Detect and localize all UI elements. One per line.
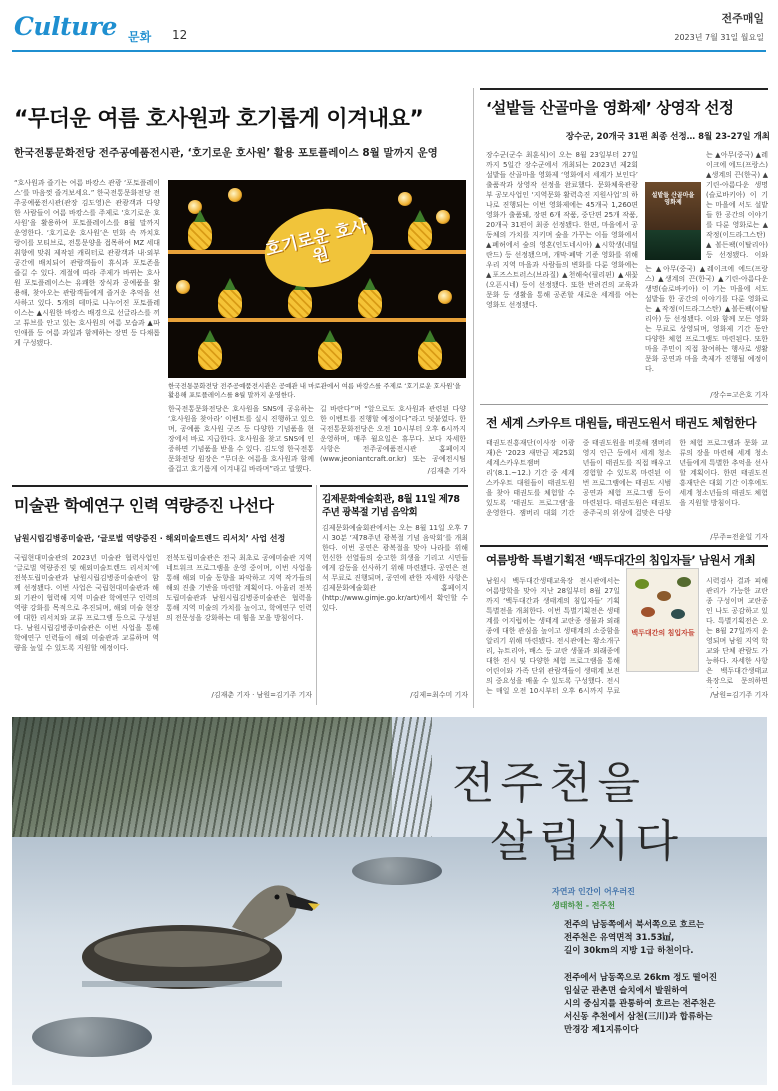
page-number: 12 (172, 28, 188, 42)
ad-para2-line5: 만경강 제1지류이다 (564, 1025, 639, 1035)
light-bulb (228, 188, 242, 202)
museum-byline: /김재춘 기자 · 남원=김기주 기자 (211, 691, 312, 699)
light-bulb (398, 192, 412, 206)
ad-para2-line2: 임실군 관촌면 슬치에서 발원하여 (564, 986, 688, 996)
museum-title: 미술관 학예연구 인력 역량증진 나선다 (14, 496, 274, 515)
pineapple (358, 288, 382, 318)
pineapple (188, 220, 212, 250)
duck-head (232, 885, 298, 939)
main-article-title: “무더운 여름 호사원과 호기롭게 이겨내요” (14, 107, 424, 132)
poster-creature (641, 607, 655, 617)
pineapple (318, 340, 342, 370)
rule (480, 404, 768, 405)
museum-body-col2: 전북도립미술관은 전국 최초로 공예미술관 지역네트워크 프로그램을 운영 중이며, 이번 사업을 통해 해외 미술 동향을 파악하고 지역 작가들의 해외 진출 기반을 마련할 계획이다. 아울러 전북도립미술관과 남원시립김병종미술관은 협력을 통해 지역 미술의 가치를 높이고, 학예연구 인력의 전문성을 강화하는 데 힘을 모을 방침이다. (166, 554, 312, 622)
ad-title-line1: 전주천을 (452, 758, 647, 809)
poster-creature (677, 577, 691, 587)
taekwondo-byline: /무주=전윤일 기자 (710, 533, 768, 541)
pineapple (408, 220, 432, 250)
pineapple (198, 340, 222, 370)
exhibit-poster (626, 568, 699, 672)
ad-tagline-sub: 생태하천 - 전주천 (552, 901, 615, 910)
light-bulb (438, 290, 452, 304)
rule (480, 545, 768, 547)
taekwondo-body: 태권도진흥재단(이사장 이광재)은 ‘2023 새만금 제25회 세계스카우트잼버리’(8.1.~12.) 기간 중 세계 스카우트 대원들이 태권도원을 찾아 태권도를 체험할 수 있도록 ‘태권도 프로그램’을 운영한다. 잼버리 대회 기간 중 태권도원을 비롯해 잼버리 영지 인근 등에서 세계 청소년들이 태권도를 직접 배우고 경험할 수 있도록 마련된 이번 프로그램에는 태권도 시범공연과 체험 프로그램 등이 마련된다. 태권도원은 태권도 종주국의 위상에 걸맞은 다양한 체험 프로그램과 문화 교류의 장을 마련해 세계 청소년들에게 특별한 추억을 선사할 계획이다. 한편 태권도진흥재단은 대회 기간 이후에도 세계 청소년들의 태권도 체험을 지원할 방침이다. (486, 439, 768, 517)
photo-caption: 한국전통문화전당 전주공예품전시관은 공예관 내 마로관에서 여름 바캉스를 주제로 ‘호기로운 호사원’을 활용해 포토플레이스를 8월 말까지 운영한다. (168, 382, 461, 399)
duck-wing (94, 931, 270, 967)
header-rule (12, 50, 766, 52)
ad-para2-line3: 시의 중심지를 관통하여 흐르는 전주천은 (564, 999, 716, 1009)
shelf (168, 318, 466, 322)
film-festival-body-side-top: 는 ▲아무(중국) ▲레이크에 에드(프랑스) ▲생계의 끈(한국) ▲기린-아름다운 생명(슬로바키아) 이 기는 마을에 서도 설밭들 한 공간의 이야기를 다룬 영화로는 ▲작정(이드라그스탄) ▲볼든팩(이탈리아) 등 선정됐다. 이와 (706, 151, 768, 259)
newspaper-name: 전주매일 (721, 12, 764, 25)
film-festival-byline: /장수=고은호 기자 (710, 391, 768, 399)
rule (480, 88, 768, 90)
film-festival-body-side: 는 ▲아무(중국) ▲레이크에 에드(프랑스) ▲생계의 끈(한국) ▲기린-아름다운 생명(슬로바키아) 이 기는 마을에 서도 설밭들 한 공간의 이야기를 다룬 영화로는 ▲작정(이드라그스탄) ▲볼든팩(이탈리아) 등 선정됐다. 이와 함께 모든 영화는 무료로 상영되며, 영화제 기간 동안 다양한 체험 프로그램도 마련된다. 또한 마을 주민이 직접 참여하는 행사로 생활문화 공연과 마을 축제가 진행될 예정이다. (645, 265, 768, 373)
section-title-ko: 문화 (128, 30, 152, 44)
exhibit-title: 여름방학 특별기획전 ‘백두대간의 침입자들’ 남원서 개최 (486, 553, 756, 567)
museum-body-col1: 국립현대미술관의 2023년 미술관 협력사업인 ‘글로벌 역량증진 및 해외미술트렌드 리서치’에 전북도립미술관과 남원시립김병종미술관이 함께 선정됐다. 이번 사업은 국립현대미술관과 해외 기관이 협력해 지역 미술관 학예연구 인력의 역량 강화를 목적으로 추진되며, 해외 미술 현장에 대한 리서치와 교류 프로그램 등으로 구성된다. 남원시립김병종미술관은 이번 사업을 통해 학예연구 인력들이 해외 미술관과 교류하며 역량을 높일 수 있도록 지원할 예정이다. (14, 554, 159, 652)
ad-para1-line1: 전주의 남동쪽에서 북서쪽으로 흐르는 (564, 920, 705, 930)
duck-illustration (72, 857, 332, 1007)
film-festival-subtitle: 장수군, 20개국 31편 최종 선정… 8월 23-27일 개최 (565, 132, 770, 142)
pineapple (418, 340, 442, 370)
light-bulb (436, 210, 450, 224)
exhibit-body: 남원시 백두대간생태교육장 전시관에서는 여름방학을 맞아 지난 28일부터 8월 27일까지 ‘백두대간과 생태계의 침입자들’ 기획 특별전을 개최한다. 이번 특별기획전은 생태계를 어지럽히는 생태계 교란종 생물과 외래종에 대한 관심을 높이고 생태계의 소중함을 알리기 위해 마련됐다. 전시관에는 황소개구리, 뉴트리아, 배스 등 교란 생물과 외래종에 대한 전시 및 다양한 체험 프로그램을 통해 어린이와 가족 단위 관람객들이 생태계 보전의 중요성을 배울 수 있도록 구성했다. 전시는 매일 오전 10시부터 오후 6시까지 무료 (486, 577, 620, 695)
ad-rock (32, 1017, 152, 1057)
jeonju-stream-ad (12, 717, 767, 1085)
ad-para1-line2: 전주천은 유역면적 31.53㎢, (564, 933, 675, 943)
photo-hosawon (168, 180, 466, 378)
main-article-byline: /김재춘 기자 (427, 467, 466, 475)
ad-para1-line3: 길이 30km의 지방 1급 하천이다. (564, 946, 694, 956)
museum-subtitle: 남원시립김병종미술관, ‘글로벌 역량증진 · 해외미술트렌드 리서치’ 사업 선정 (14, 534, 286, 543)
main-article-body-col2: 한국전통문화전당은 호사원을 SNS에 공유하는 ‘호사원을 찾아라’ 이벤트를 실시 진행하고 있으며, 공예품 호사원 굿즈 등 다양한 기념품을 현장에서 바로 지급한다. 호사원을 찾고 SNS에 인증하면 기념품을 받을 수 있다. 김도영 한국전통문화전당 원장은 “무더운 여름을 호사원과 함께 즐겁고 호기롭게 이겨내길 바라며”라고 말했다. (168, 405, 314, 473)
pineapple (218, 288, 242, 318)
film-festival-body: 장수군(군수 최훈식)이 오는 8월 23일부터 27일까지 5일간 장수군에서 개최되는 2023년 제2회 설밭들 산골마을 영화제 ‘영화에서 세계가 보인다’ 출품작과 상영작 선정을 완료했다. 문화체육관광부 공모사업인 ‘지역문화 활력촉진 지원사업’의 하나로 진행되는 이번 영화제에는 45개국 1,260편 영화가 출품돼, 장편 6개 작품, 중단편 25개 작품, 20개국 31편이 최종 선정됐다. 한편, 마을에서 공동체의 가치를 지키며 숲을 가꾸는 이들 영화에서 ▲폐허에서 숲의 영혼(인도네시아) ▲시학생(네덜란드) 등 선정됐으며, 개막·폐막 기준 영화를 위해 우리 지역 마을과 사람들의 변화를 다룬 영화에는 ▲포즈스트러스(브라질) ▲천해숙(필리핀) ▲새꽃(오픈시네) 등이 선정됐다. 또한 반려견의 교육과 문화 등 생활을 통해 공존할 새로운 세계를 여는 영화도 선정됐다. (486, 151, 638, 309)
concert-title: 김제문화예술회관, 8월 11일 제78주년 광복절 기념 음악회 (322, 494, 460, 518)
main-article-subtitle: 한국전통문화전당 전주공예품전시관, ‘호기로운 호사원’ 활용 포토플레이스 8월 말까지 운영 (14, 147, 438, 159)
duck-reflection (82, 981, 282, 987)
poster-scene (645, 230, 701, 260)
column-divider (473, 88, 474, 708)
pineapple (288, 288, 312, 318)
photo-sign-text: 호기로운 호사원 (263, 216, 370, 268)
ad-title-line2: 살립시다 (490, 816, 685, 867)
exhibit-body-side: 시력검사 결과 피해 관리가 가능한 교란종 구성이며 교란종인 나도 공감하고 있다. 특별기획전은 오는 8월 27일까지 운영되며 남원 지역 학교와 단체 관람도 가능하다. 자세한 사항은 백두대간생태교육장으로 문의하면 (706, 577, 768, 685)
poster-creature (657, 591, 671, 601)
poster-creature (671, 609, 685, 619)
photo-sign (256, 198, 381, 298)
poster-title: 설밭들 산골마을 영화제 (651, 192, 695, 206)
duck-eye (275, 895, 280, 900)
ad-reeds (12, 717, 432, 847)
ad-para2-line1: 전주에서 남동쪽으로 26km 정도 떨어진 (564, 973, 718, 983)
section-title-en: Culture (14, 12, 117, 41)
ad-para2-line4: 서신동 추천에서 삼천(三川)과 합류하는 (564, 1012, 713, 1022)
taekwondo-title: 전 세계 스카우트 대원들, 태권도원서 태권도 체험한다 (486, 416, 757, 430)
ad-rock (352, 857, 442, 885)
exhibit-byline: /남원=김기주 기자 (710, 691, 768, 699)
light-bulb (176, 280, 190, 294)
ad-tagline: 자연과 인간이 어우러진 (552, 887, 635, 896)
rule (320, 485, 468, 487)
concert-byline: /김제=최수미 기자 (410, 691, 468, 699)
exhibit-poster-title: 백두대간의 침입자들 (631, 629, 695, 637)
main-article-body-col1: “호사원과 즐기는 여름 바캉스 관광 ‘포토플레이스’를 마음껏 즐겨보세요.” 한국전통문화전당 전주공예품전시관(관장 김도영)은 관광객과 다양한 사람들이 여름 바캉스를 주제로 ‘호기로운 호사원’을 활용하여 포토플레이스를 8월 말까지 운영한다. ‘호기로운 호사원’은 민화 속 까치호랑이를 모티브로, 전통문양을 접목하여 MZ 세대 취향에 맞춰 제작된 캐릭터로 관광객과 내·외부 공간에 배치되어 관람객들이 휴식과 포토존을 즐길 수 있다. 계절에 따라 주제가 바뀌는 호사원 포토플레이스는 유쾌한 장식과 공예품을 활용해, 찾아오는 관람객들에게 즐거운 추억을 선사하고 있다. 5개의 테마로 나누어진 포토플레이스는 ▲시원한 바캉스 배경으로 선글라스를 끼고 튜브를 안고 있는 호사원의 여름 모습과 ▲파인애플 등 여름 과일과 함께하는 장면 등 다채롭게 구성됐다. (14, 179, 160, 347)
rule (12, 485, 312, 487)
poster-creature (635, 579, 649, 589)
concert-body: 김제문화예술회관에서는 오는 8월 11일 오후 7시 30분 ‘제78주년 광복절 기념 음악회’를 개최한다. 이번 공연은 광복절을 맞아 나라를 위해 헌신한 선열들의 숭고한 희생을 기리고 시민들에게 감동을 선사하기 위해 마련됐다. 공연은 전석 무료로 진행되며, 공연에 관한 자세한 사항은 김제문화예술회관 홈페이지(http://www.gimje.go.kr/art)에서 확인할 수 있다. (322, 524, 468, 612)
column-divider (316, 485, 317, 705)
main-article-body-col3: 길 바란다”며 “앞으로도 호사원과 관련된 다양한 이벤트를 진행할 예정이다”라고 덧붙였다. 한국전통문화전당은 오전 10시부터 오후 6시까지 운영하며, 매주 월요일은 휴무다. 보다 자세한 사항은 전주공예품전시관 홈페이지(www.jeoniantcraft.or.kr) 또는 공예전시팀 (320, 405, 466, 463)
issue-date: 2023년 7월 31일 월요일 (674, 33, 764, 42)
film-festival-poster (645, 182, 701, 260)
film-festival-title: ‘설밭들 산골마을 영화제’ 상영작 선정 (486, 99, 734, 117)
